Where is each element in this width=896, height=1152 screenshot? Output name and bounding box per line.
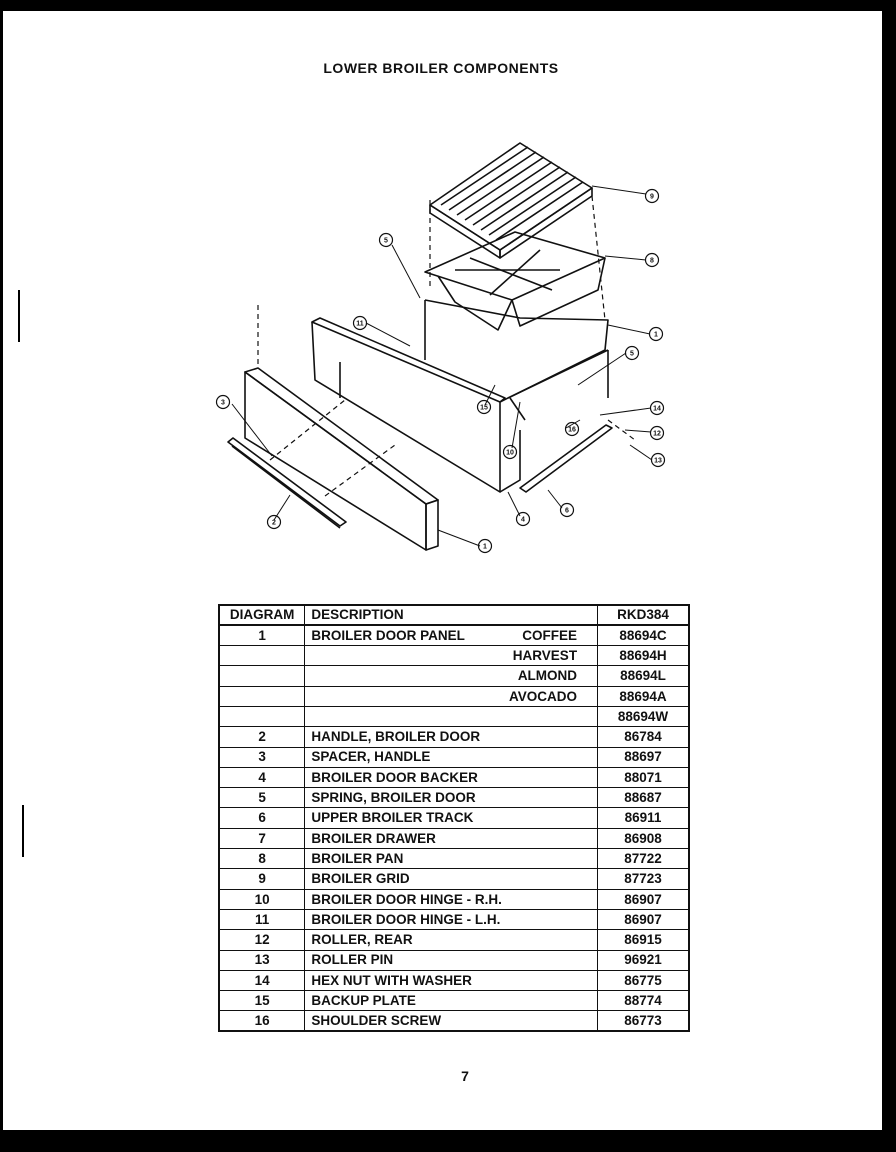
description-text: BROILER DOOR HINGE - R.H. <box>311 891 502 907</box>
cell-description <box>305 991 598 1011</box>
table-row <box>219 930 689 950</box>
cell-description <box>305 666 598 686</box>
table-row <box>219 849 689 869</box>
finish-color-text <box>577 750 591 764</box>
table-row <box>219 706 689 726</box>
table-row <box>219 666 689 686</box>
description-text: BROILER GRID <box>311 871 410 887</box>
cell-part-number: 86907 <box>598 889 689 909</box>
cell-diagram-number: 9 <box>219 869 305 889</box>
callout-12: 12 <box>653 430 661 438</box>
table-row <box>219 950 689 970</box>
finish-color-text <box>577 730 591 744</box>
margin-mark <box>22 805 24 857</box>
cell-part-number: 88694W <box>598 706 689 726</box>
cell-part-number: 96921 <box>598 950 689 970</box>
table-row <box>219 889 689 909</box>
cell-part-number: 87722 <box>598 849 689 869</box>
callout-16: 16 <box>568 426 576 434</box>
cell-part-number: 86908 <box>598 828 689 848</box>
cell-description <box>305 808 598 828</box>
cell-description <box>305 686 598 706</box>
cell-diagram-number: 10 <box>219 889 305 909</box>
table-header-row <box>219 605 689 625</box>
table-row <box>219 828 689 848</box>
finish-color-text <box>577 771 591 785</box>
table-row <box>219 767 689 787</box>
description-text: BROILER DOOR PANEL <box>311 627 465 643</box>
finish-color-text <box>577 974 591 988</box>
description-text: SPRING, BROILER DOOR <box>311 790 476 806</box>
cell-part-number: 88071 <box>598 767 689 787</box>
finish-color-text: AVOCADO <box>509 688 578 704</box>
finish-color-text <box>577 953 591 967</box>
description-text: BACKUP PLATE <box>311 993 416 1009</box>
description-text: SPACER, HANDLE <box>311 749 431 765</box>
cell-diagram-number: 3 <box>219 747 305 767</box>
page-number: 7 <box>461 1068 469 1084</box>
cell-description <box>305 727 598 747</box>
cell-diagram-number: 12 <box>219 930 305 950</box>
cell-part-number: 88697 <box>598 747 689 767</box>
finish-color-text <box>577 994 591 1008</box>
cell-part-number: 88687 <box>598 788 689 808</box>
header-diagram: DIAGRAM <box>219 605 305 625</box>
finish-color-text <box>577 791 591 805</box>
cell-part-number: 86907 <box>598 909 689 929</box>
cell-diagram-number <box>219 706 305 726</box>
description-text: BROILER PAN <box>311 850 404 866</box>
cell-part-number: 86915 <box>598 930 689 950</box>
cell-description <box>305 706 598 726</box>
description-text: HANDLE, BROILER DOOR <box>311 729 481 745</box>
finish-color-text <box>577 1014 591 1028</box>
cell-diagram-number <box>219 666 305 686</box>
cell-diagram-number <box>219 646 305 666</box>
finish-color-text: HARVEST <box>512 647 578 663</box>
description-text: BROILER DRAWER <box>311 830 436 846</box>
cell-diagram-number: 6 <box>219 808 305 828</box>
finish-color-text <box>577 913 591 927</box>
cell-description <box>305 930 598 950</box>
cell-diagram-number: 16 <box>219 1011 305 1031</box>
cell-diagram-number: 2 <box>219 727 305 747</box>
table-row <box>219 1011 689 1031</box>
cell-description <box>305 970 598 990</box>
callout-9: 9 <box>650 193 654 201</box>
callout-2: 2 <box>272 519 276 527</box>
callout-4: 4 <box>521 516 525 524</box>
table-row <box>219 747 689 767</box>
cell-part-number: 86775 <box>598 970 689 990</box>
callout-1: 1 <box>654 331 658 339</box>
description-text: UPPER BROILER TRACK <box>311 810 474 826</box>
cell-part-number: 88694A <box>598 686 689 706</box>
cell-description <box>305 747 598 767</box>
description-text: SHOULDER SCREW <box>311 1013 442 1029</box>
finish-color-text <box>577 811 591 825</box>
cell-part-number: 88694L <box>598 666 689 686</box>
finish-color-text: COFFEE <box>522 627 578 643</box>
table-row <box>219 808 689 828</box>
table-row <box>219 869 689 889</box>
cell-diagram-number: 1 <box>219 625 305 645</box>
callout-8: 8 <box>650 257 654 265</box>
cell-part-number: 88694C <box>598 625 689 645</box>
cell-description <box>305 950 598 970</box>
description-text: ROLLER, REAR <box>311 932 413 948</box>
table-row <box>219 970 689 990</box>
cell-description <box>305 788 598 808</box>
callout-6: 6 <box>565 507 569 515</box>
cell-part-number: 86784 <box>598 727 689 747</box>
cell-diagram-number: 11 <box>219 909 305 929</box>
table-row <box>219 788 689 808</box>
finish-color-text <box>577 933 591 947</box>
callout-11: 11 <box>356 320 364 328</box>
cell-diagram-number: 8 <box>219 849 305 869</box>
cell-diagram-number: 15 <box>219 991 305 1011</box>
table-row <box>219 727 689 747</box>
cell-diagram-number: 14 <box>219 970 305 990</box>
finish-color-text <box>577 893 591 907</box>
table-row <box>219 686 689 706</box>
table-row <box>219 646 689 666</box>
callout-14: 14 <box>653 405 661 413</box>
cell-description <box>305 889 598 909</box>
callout-15: 15 <box>480 404 488 412</box>
description-text: BROILER DOOR BACKER <box>311 769 478 785</box>
callout-10: 10 <box>506 449 514 457</box>
cell-diagram-number: 5 <box>219 788 305 808</box>
parts-table <box>218 604 690 1032</box>
finish-color-text: ALMOND <box>517 668 578 684</box>
description-text: ROLLER PIN <box>311 952 394 968</box>
table-row <box>219 991 689 1011</box>
finish-color-text <box>577 872 591 886</box>
cell-description <box>305 849 598 869</box>
table-body <box>219 625 689 1031</box>
cell-part-number: 87723 <box>598 869 689 889</box>
cell-description <box>305 625 598 645</box>
cell-description <box>305 767 598 787</box>
cell-description <box>305 909 598 929</box>
callout-5: 5 <box>630 350 634 358</box>
finish-color-text <box>577 852 591 866</box>
cell-description <box>305 869 598 889</box>
margin-mark <box>18 290 20 342</box>
description-text: BROILER DOOR HINGE - L.H. <box>311 911 501 927</box>
cell-diagram-number: 7 <box>219 828 305 848</box>
cell-part-number: 88694H <box>598 646 689 666</box>
table-row <box>219 625 689 645</box>
callout-1: 1 <box>483 543 487 551</box>
cell-diagram-number: 4 <box>219 767 305 787</box>
cell-description <box>305 828 598 848</box>
header-model-number: RKD384 <box>598 605 689 625</box>
callout-13: 13 <box>654 457 662 465</box>
cell-diagram-number <box>219 686 305 706</box>
cell-description <box>305 646 598 666</box>
page-title: LOWER BROILER COMPONENTS <box>323 60 559 76</box>
callout-3: 3 <box>221 399 225 407</box>
header-description: DESCRIPTION <box>305 605 598 625</box>
callout-5: 5 <box>384 237 388 245</box>
description-text: HEX NUT WITH WASHER <box>311 972 472 988</box>
cell-part-number: 88774 <box>598 991 689 1011</box>
finish-color-text <box>577 832 591 846</box>
cell-part-number: 86773 <box>598 1011 689 1031</box>
cell-description <box>305 1011 598 1031</box>
cell-diagram-number: 13 <box>219 950 305 970</box>
table-row <box>219 909 689 929</box>
cell-part-number: 86911 <box>598 808 689 828</box>
